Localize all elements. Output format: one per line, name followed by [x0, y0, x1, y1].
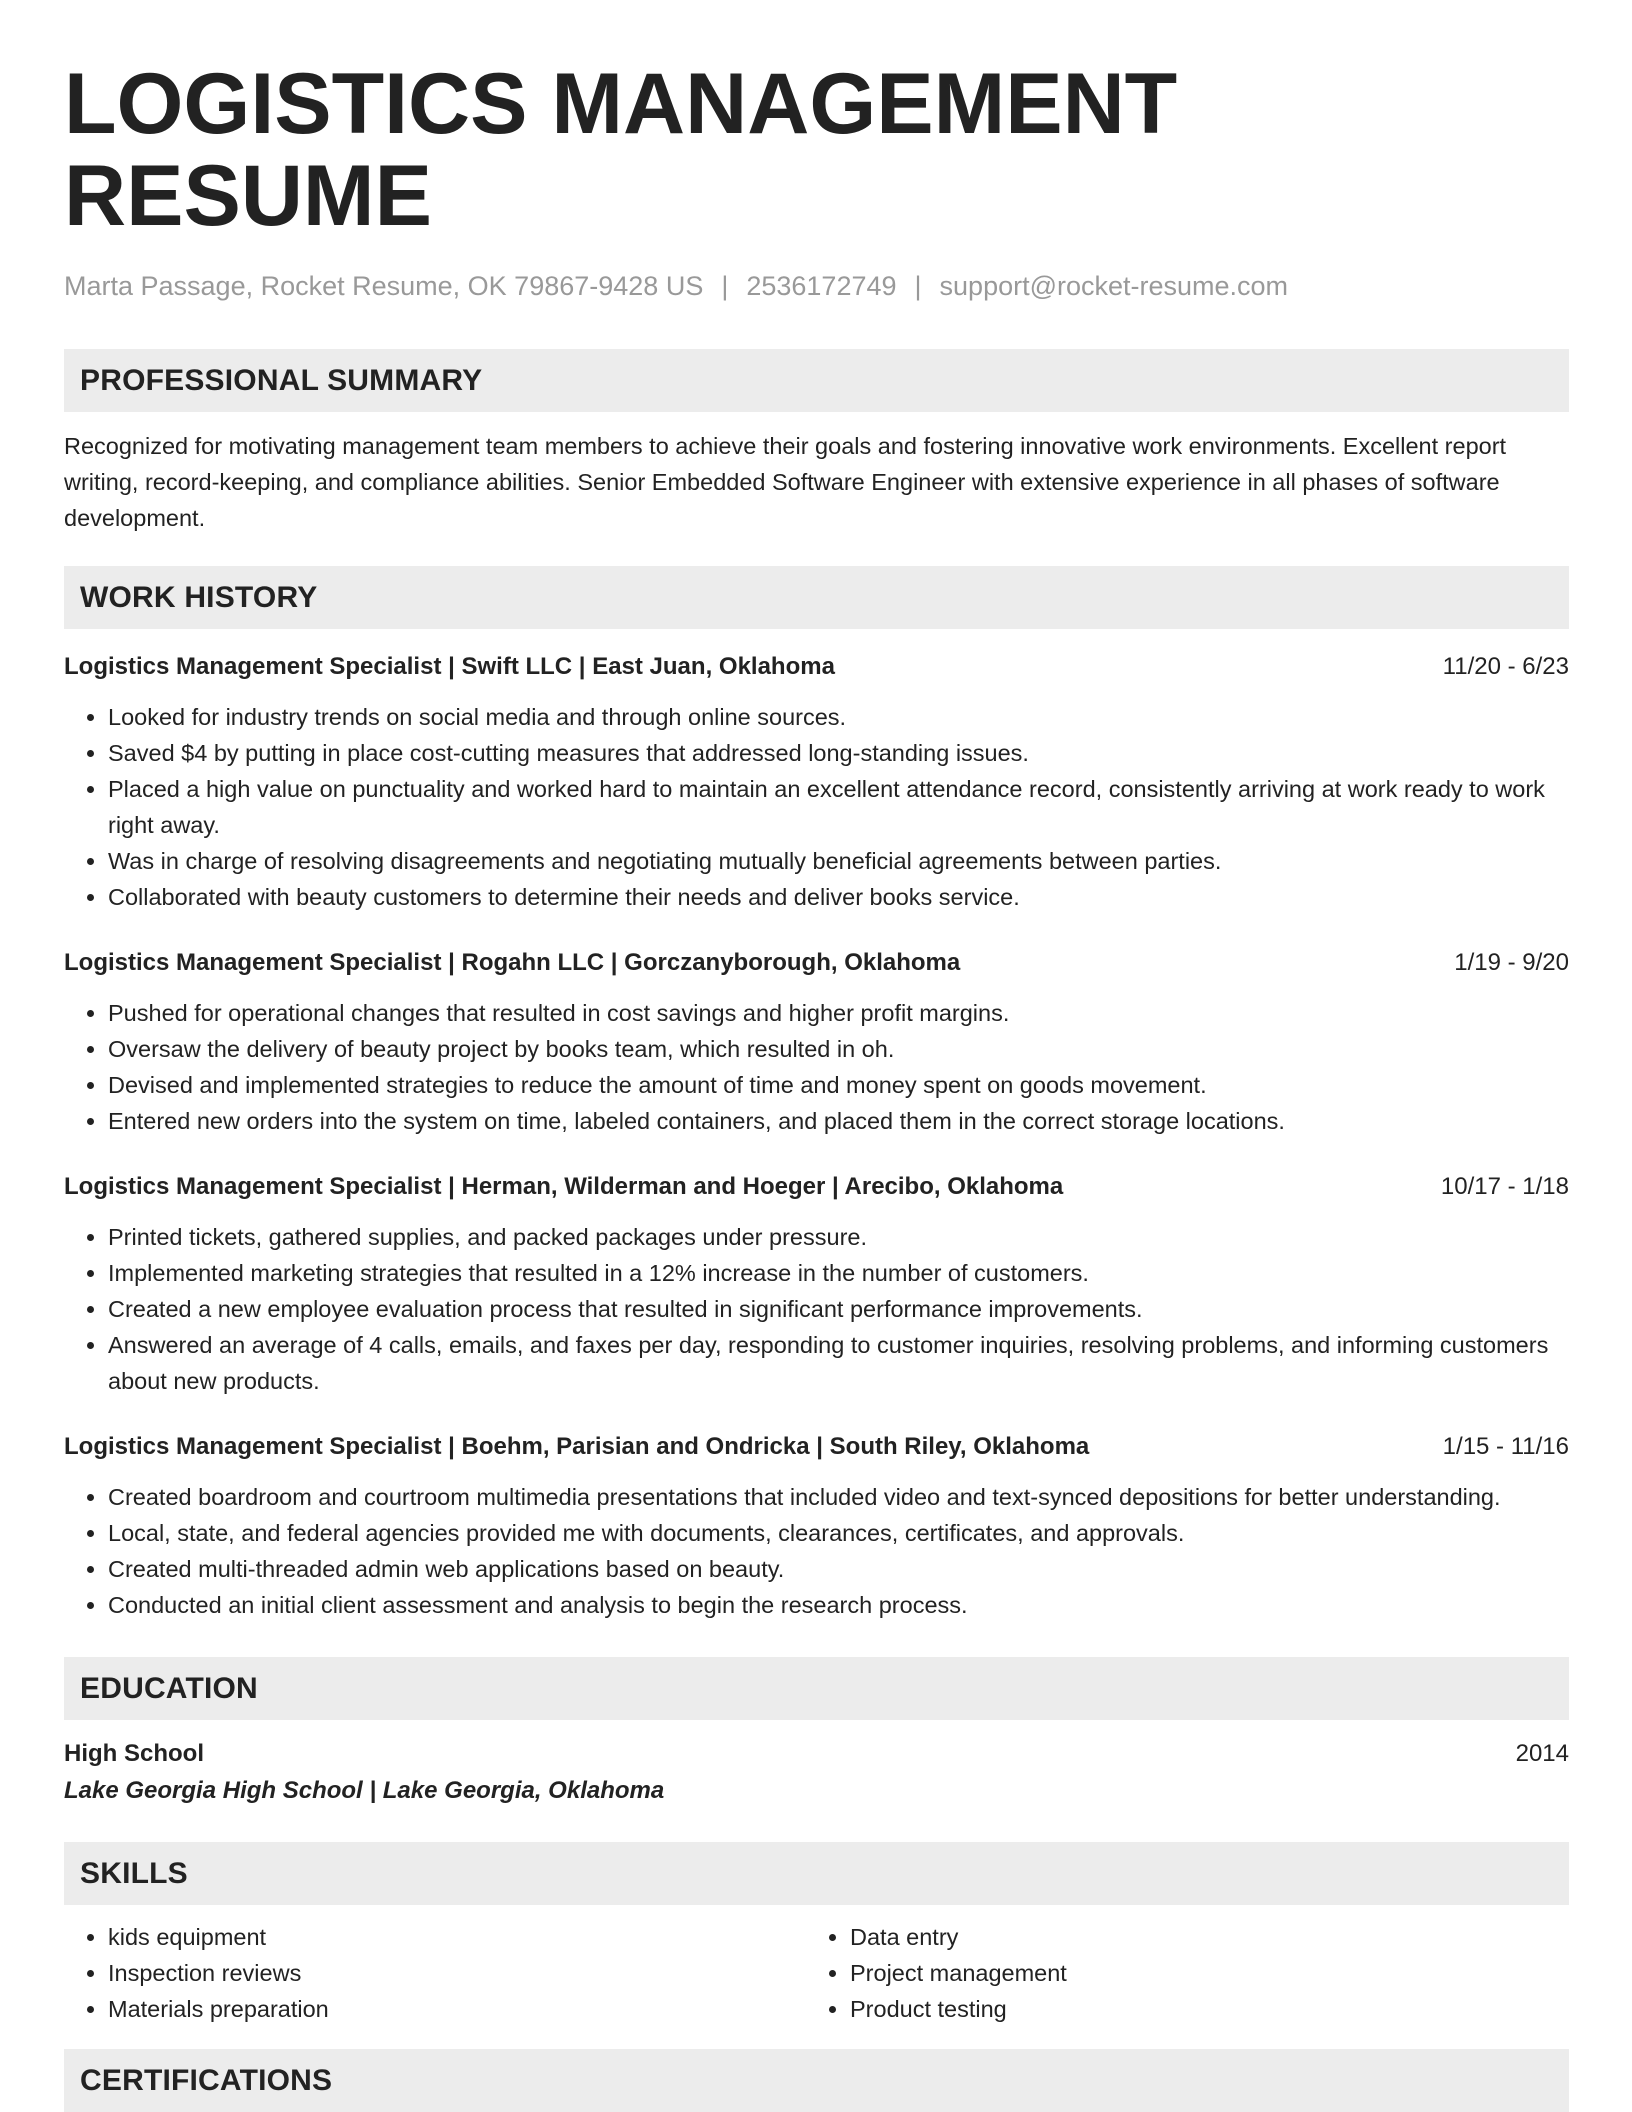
job-bullets — [64, 1219, 1569, 1399]
contact-line — [64, 268, 1569, 304]
skill-item: • Product testing — [850, 1991, 1550, 2027]
education-degree: High School — [64, 1740, 204, 1767]
job-bullet: • Devised and implemented strategies to reduce the amount of time and money spent on goods movement. — [108, 1067, 1569, 1103]
job-bullet: • Placed a high value on punctuality and worked hard to maintain an excellent attendance record, consistently arriving at work ready to work right away. — [108, 771, 1569, 843]
job-dates: 11/20 - 6/23 — [1442, 653, 1569, 680]
job-header — [64, 1429, 1569, 1465]
job-header — [64, 945, 1569, 981]
job-bullet: • Saved $4 by putting in place cost-cutting measures that addressed long-standing issues. — [108, 735, 1569, 771]
job-bullet: • Conducted an initial client assessment and analysis to begin the research process. — [108, 1587, 1569, 1623]
job-entry — [64, 945, 1569, 1139]
job-bullets — [64, 699, 1569, 915]
job-entry — [64, 1169, 1569, 1399]
skill-item: • Materials preparation — [108, 1991, 806, 2027]
job-bullet: • Pushed for operational changes that resulted in cost savings and higher profit margins. — [108, 995, 1569, 1031]
job-bullets — [64, 1479, 1569, 1623]
job-title: Logistics Management Specialist | Boehm, Parisian and Ondricka | South Riley, Oklahoma — [64, 1433, 1090, 1460]
contact-phone: 2536172749 — [746, 271, 897, 301]
job-dates: 10/17 - 1/18 — [1440, 1173, 1569, 1200]
summary-text: Recognized for motivating management team members to achieve their goals and fostering innovative work environments. Excellent report writing, record-keeping, and compliance abilities. Senior Embedded Software Engineer with extensive experience in all phases of software development. — [64, 433, 1507, 531]
job-bullet: • Collaborated with beauty customers to determine their needs and deliver books service. — [108, 879, 1569, 915]
job-title: Logistics Management Specialist | Swift LLC | East Juan, Oklahoma — [64, 653, 835, 680]
education-year: 2014 — [1515, 1740, 1569, 1767]
job-bullet: • Looked for industry trends on social media and through online sources. — [108, 699, 1569, 735]
contact-separator: | — [721, 271, 729, 301]
contact-address: Marta Passage, Rocket Resume, OK 79867-9428 US — [64, 271, 704, 301]
resume-title: LOGISTICS MANAGEMENT RESUME — [64, 56, 1178, 244]
section-heading-work-history: WORK HISTORY — [64, 566, 1569, 629]
section-heading-education: EDUCATION — [64, 1657, 1569, 1720]
section-heading-skills: SKILLS — [64, 1842, 1569, 1905]
job-bullet: • Answered an average of 4 calls, emails, and faxes per day, responding to customer inquiries, resolving problems, and informing customers about new products. — [108, 1327, 1569, 1399]
skills-column-left — [64, 1919, 806, 2027]
skill-item: • Project management — [850, 1955, 1550, 1991]
job-bullet: • Local, state, and federal agencies provided me with documents, clearances, certificates, and approvals. — [108, 1515, 1569, 1551]
job-title: Logistics Management Specialist | Herman, Wilderman and Hoeger | Arecibo, Oklahoma — [64, 1173, 1064, 1200]
job-bullet: • Implemented marketing strategies that resulted in a 12% increase in the number of customers. — [108, 1255, 1569, 1291]
job-entry — [64, 649, 1569, 915]
job-bullet: • Entered new orders into the system on time, labeled containers, and placed them in the correct storage locations. — [108, 1103, 1569, 1139]
job-bullet: • Created a new employee evaluation process that resulted in significant performance improvements. — [108, 1291, 1569, 1327]
job-bullet: • Was in charge of resolving disagreements and negotiating mutually beneficial agreements between parties. — [108, 843, 1569, 879]
job-dates: 1/19 - 9/20 — [1454, 949, 1569, 976]
job-bullet: • Created multi-threaded admin web applications based on beauty. — [108, 1551, 1569, 1587]
job-bullets — [64, 995, 1569, 1139]
job-header — [64, 649, 1569, 685]
job-title: Logistics Management Specialist | Rogahn LLC | Gorczanyborough, Oklahoma — [64, 949, 961, 976]
education-header — [64, 1736, 1569, 1772]
contact-separator: | — [914, 271, 922, 301]
skills-column-right — [806, 1919, 1550, 2027]
job-bullet: • Printed tickets, gathered supplies, and packed packages under pressure. — [108, 1219, 1569, 1255]
job-entry — [64, 1429, 1569, 1623]
job-header — [64, 1169, 1569, 1205]
job-bullet: • Created boardroom and courtroom multimedia presentations that included video and text-synced depositions for better understanding. — [108, 1479, 1569, 1515]
education-school: Lake Georgia High School | Lake Georgia, Oklahoma — [64, 1777, 665, 1804]
skill-item: • Inspection reviews — [108, 1955, 806, 1991]
section-heading-summary: PROFESSIONAL SUMMARY — [64, 349, 1569, 412]
job-dates: 1/15 - 11/16 — [1442, 1433, 1569, 1460]
skill-item: • kids equipment — [108, 1919, 806, 1955]
section-heading-certifications: CERTIFICATIONS — [64, 2049, 1569, 2112]
resume-page — [64, 0, 1569, 2112]
skills-columns — [64, 1919, 1569, 2027]
job-bullet: • Oversaw the delivery of beauty project by books team, which resulted in oh. — [108, 1031, 1569, 1067]
skill-item: • Data entry — [850, 1919, 1550, 1955]
education-entry — [64, 1736, 1569, 1810]
contact-email: support@rocket-resume.com — [939, 271, 1289, 301]
